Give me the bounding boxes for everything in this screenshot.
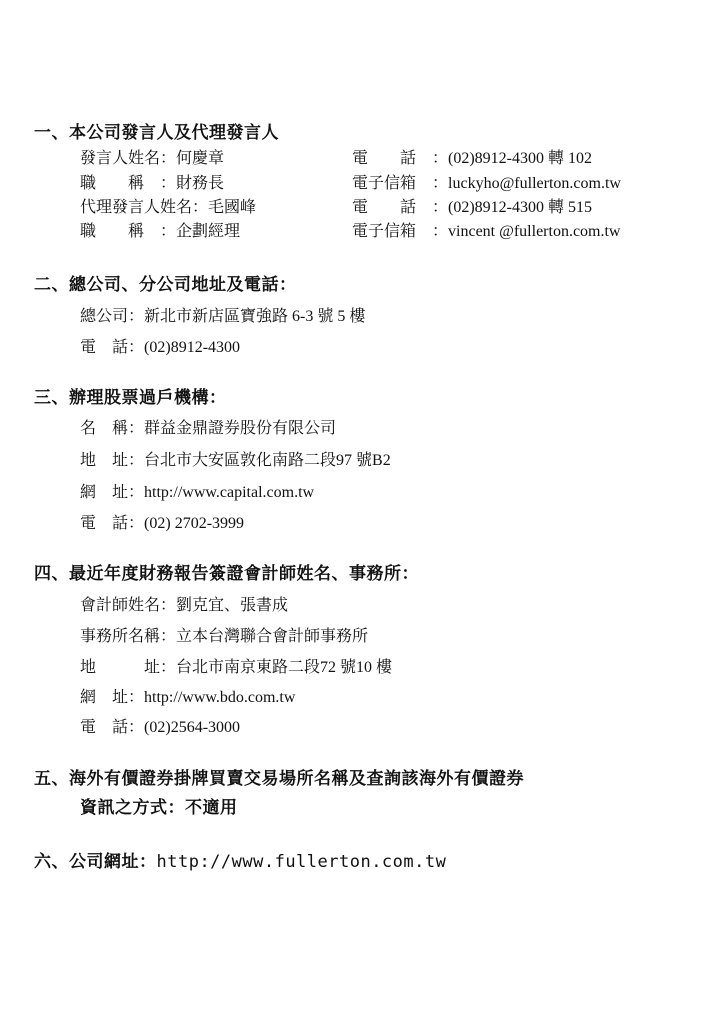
deputy-name-row — [80, 194, 256, 217]
deputy-phone-label: 電 話 — [352, 197, 417, 216]
colon: ： — [128, 306, 145, 325]
deputy-phone-value: (02)8912-4300 轉 515 — [448, 199, 593, 216]
deputy-name-label: 代理發言人姓名 — [80, 197, 193, 216]
deputy-title-row — [80, 218, 240, 241]
deputy-email-row — [352, 218, 620, 241]
audit-firm-website-value: http://www.bdo.com.tw — [144, 689, 296, 706]
head-office-phone-value: (02)8912-4300 — [144, 339, 241, 356]
transfer-agent-website-label: 網 址 — [80, 482, 129, 501]
colon: ： — [128, 337, 145, 356]
colon: ： — [128, 482, 145, 501]
colon: ： — [432, 148, 449, 167]
spokesperson-phone-row — [352, 145, 592, 168]
colon: ： — [160, 173, 177, 192]
deputy-phone-row — [352, 194, 592, 217]
transfer-agent-phone-label: 電 話 — [80, 513, 129, 532]
auditor-names-label: 會計師姓名 — [80, 595, 161, 614]
spokesperson-name-row — [80, 145, 224, 168]
auditor-names-row — [80, 592, 288, 615]
spokesperson-email-label: 電子信箱 — [352, 173, 417, 192]
spokesperson-phone-label: 電 話 — [352, 148, 417, 167]
head-office-address-row — [80, 303, 365, 326]
colon: ： — [160, 657, 177, 676]
transfer-agent-website-row — [80, 479, 314, 502]
audit-firm-phone-row — [80, 714, 240, 737]
colon: ： — [160, 221, 177, 240]
spokesperson-phone-value: (02)8912-4300 轉 102 — [448, 150, 593, 167]
section-2-heading: 二、總公司、分公司地址及電話： — [34, 275, 297, 295]
colon: ： — [432, 221, 449, 240]
colon: ： — [432, 197, 449, 216]
deputy-email-value: vincent @fullerton.com.tw — [448, 223, 621, 240]
colon: ： — [160, 626, 177, 645]
colon: ： — [160, 148, 177, 167]
spokesperson-name-value: 何慶章 — [176, 150, 225, 167]
audit-firm-value: 立本台灣聯合會計師事務所 — [176, 628, 369, 645]
section-3-heading: 三、辦理股票過戶機構： — [34, 388, 227, 408]
section-6-label: 六、公司網址： — [34, 852, 157, 872]
company-website-value: http://www.fullerton.com.tw — [156, 852, 447, 872]
transfer-agent-address-value: 台北市大安區敦化南路二段97 號B2 — [144, 452, 391, 469]
spokesperson-title-label: 職 稱 — [80, 173, 145, 192]
colon: ： — [128, 687, 145, 706]
transfer-agent-phone-row — [80, 510, 244, 533]
audit-firm-website-row — [80, 684, 295, 707]
auditor-names-value: 劉克宜、張書成 — [176, 597, 289, 614]
audit-firm-phone-value: (02)2564-3000 — [144, 719, 241, 736]
head-office-phone-label: 電 話 — [80, 337, 129, 356]
colon: ： — [128, 717, 145, 736]
section-4-heading: 四、最近年度財務報告簽證會計師姓名、事務所： — [34, 564, 419, 584]
colon: ： — [192, 197, 209, 216]
deputy-email-label: 電子信箱 — [352, 221, 417, 240]
deputy-name-value: 毛國峰 — [208, 199, 257, 216]
audit-firm-address-label: 地 址 — [80, 657, 161, 676]
transfer-agent-name-value: 群益金鼎證券股份有限公司 — [144, 420, 337, 437]
deputy-title-label: 職 稱 — [80, 221, 145, 240]
head-office-phone-row — [80, 334, 240, 357]
spokesperson-title-value: 財務長 — [176, 175, 225, 192]
section-5-heading: 五、海外有價證券掛牌買賣交易場所名稱及查詢該海外有價證券 — [34, 769, 524, 789]
section-6-row — [34, 847, 446, 872]
audit-firm-phone-label: 電 話 — [80, 717, 129, 736]
head-office-value: 新北市新店區寶強路 6-3 號 5 樓 — [144, 308, 366, 325]
transfer-agent-address-row — [80, 447, 391, 470]
deputy-title-value: 企劃經理 — [176, 223, 241, 240]
audit-firm-address-row — [80, 654, 392, 677]
spokesperson-name-label: 發言人姓名 — [80, 148, 161, 167]
transfer-agent-name-row — [80, 415, 336, 438]
colon: ： — [128, 450, 145, 469]
colon: ： — [128, 513, 145, 532]
head-office-label: 總公司 — [80, 306, 129, 325]
section-1-heading: 一、本公司發言人及代理發言人 — [34, 123, 279, 143]
audit-firm-row — [80, 623, 368, 646]
colon: ： — [128, 418, 145, 437]
section-5-heading-continued: 資訊之方式：不適用 — [80, 798, 238, 818]
transfer-agent-website-value: http://www.capital.com.tw — [144, 484, 315, 501]
transfer-agent-address-label: 地 址 — [80, 450, 129, 469]
transfer-agent-name-label: 名 稱 — [80, 418, 129, 437]
colon: ： — [432, 173, 449, 192]
audit-firm-address-value: 台北市南京東路二段72 號10 樓 — [176, 659, 393, 676]
spokesperson-email-row — [352, 170, 621, 193]
colon: ： — [160, 595, 177, 614]
spokesperson-email-value: luckyho@fullerton.com.tw — [448, 175, 621, 192]
audit-firm-label: 事務所名稱 — [80, 626, 161, 645]
spokesperson-title-row — [80, 170, 224, 193]
transfer-agent-phone-value: (02) 2702-3999 — [144, 515, 245, 532]
audit-firm-website-label: 網 址 — [80, 687, 129, 706]
